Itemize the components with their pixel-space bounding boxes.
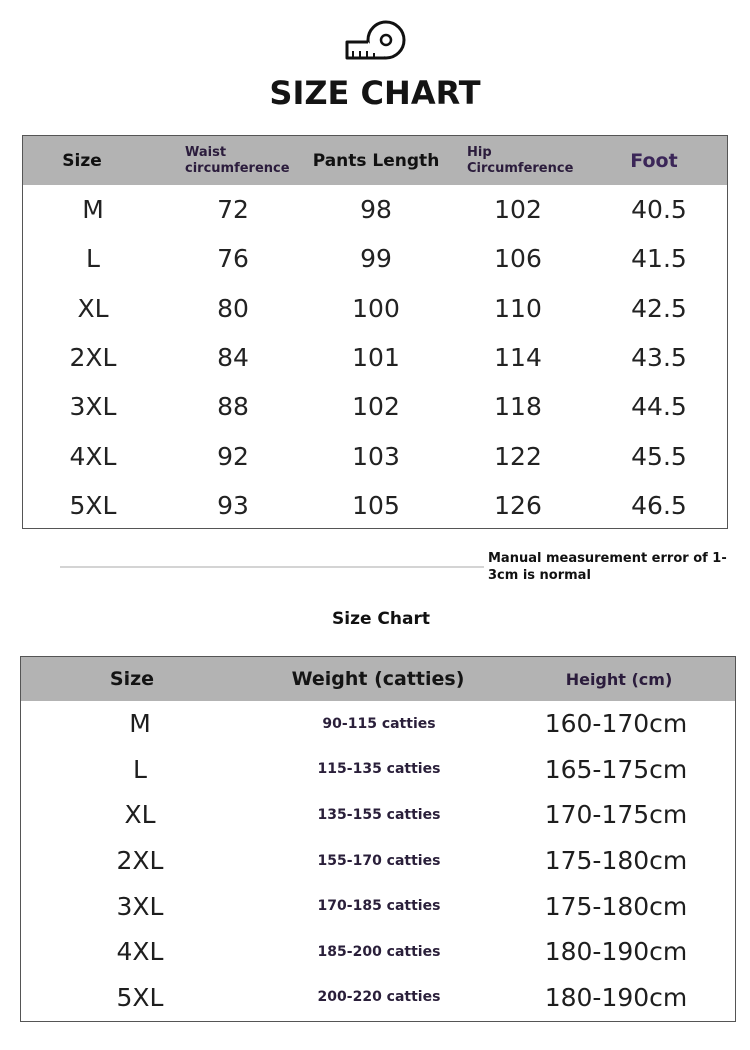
cell-hip: 114 [494,342,542,372]
table-row [23,382,727,431]
cell-weight: 170-185 catties [317,898,441,915]
column-header-pants-length: Pants Length [312,150,440,171]
cell-size: 5XL [116,982,164,1012]
cell-pants-length: 102 [352,392,400,422]
cell-waist: 76 [217,244,249,274]
cell-hip: 122 [494,441,542,471]
cell-weight: 155-170 catties [317,852,441,869]
cell-size: M [82,195,104,224]
cell-waist: 93 [217,490,249,520]
cell-foot: 42.5 [631,293,687,323]
column-header-foot: Foot [630,149,678,172]
cell-size: 5XL [69,490,117,520]
table-row [23,234,727,283]
table-row [21,792,735,838]
table-row [23,284,727,333]
table-row [21,701,735,747]
table-header [23,136,727,185]
cell-waist: 80 [217,293,249,323]
table-row [23,481,727,530]
divider [60,566,484,568]
cell-foot: 44.5 [631,392,687,422]
cell-foot: 40.5 [631,195,687,224]
measurement-note: Manual measurement error of 1-3cm is normal [488,551,727,583]
cell-size: 3XL [69,392,117,422]
cell-pants-length: 98 [360,195,392,224]
cell-height: 180-190cm [544,982,688,1012]
cell-height: 165-175cm [544,754,688,784]
section-title: Size Chart [332,609,430,629]
cell-foot: 45.5 [631,441,687,471]
cell-waist: 88 [217,392,249,422]
cell-foot: 41.5 [631,244,687,274]
column-header-height: Height (cm) [565,669,673,689]
cell-size: L [86,244,100,274]
cell-size: XL [77,293,109,323]
cell-foot: 46.5 [631,490,687,520]
cell-size: M [129,709,151,739]
cell-size: 2XL [69,342,117,372]
table-row [23,432,727,481]
cell-size: L [133,754,147,784]
cell-pants-length: 101 [352,342,400,372]
cell-weight: 185-200 catties [317,943,441,960]
table-row [23,185,727,234]
weight-height-table [20,656,736,1022]
table-header [21,657,735,701]
cell-waist: 92 [217,441,249,471]
cell-hip: 102 [494,195,542,224]
cell-size: 4XL [116,937,164,967]
table-row [21,747,735,793]
table-row [21,975,735,1021]
cell-hip: 126 [494,490,542,520]
cell-weight: 135-155 catties [317,806,441,823]
cell-waist: 72 [217,195,249,224]
cell-pants-length: 100 [352,293,400,323]
table-row [21,838,735,884]
page-title: SIZE CHART [269,74,481,112]
table-row [23,333,727,382]
cell-pants-length: 99 [360,244,392,274]
cell-height: 180-190cm [544,937,688,967]
cell-weight: 90-115 catties [322,715,436,732]
cell-size: 3XL [116,891,164,921]
column-header-size: Size [62,150,102,171]
cell-weight: 115-135 catties [317,761,441,778]
column-header-waist: Waist circumference [185,144,290,176]
column-header-hip: Hip Circumference [467,144,574,176]
cell-hip: 118 [494,392,542,422]
measurement-table [22,135,728,529]
cell-height: 160-170cm [544,709,688,739]
cell-hip: 106 [494,244,542,274]
table-row [21,929,735,975]
table-row [21,883,735,929]
tape-measure-icon [342,18,408,66]
cell-pants-length: 105 [352,490,400,520]
cell-height: 175-180cm [544,891,688,921]
column-header-weight: Weight (catties) [291,668,465,690]
cell-size: 2XL [116,846,164,876]
cell-waist: 84 [217,342,249,372]
cell-hip: 110 [494,293,542,323]
cell-size: 4XL [69,441,117,471]
cell-weight: 200-220 catties [317,989,441,1006]
cell-foot: 43.5 [631,342,687,372]
cell-size: XL [124,800,156,830]
cell-height: 175-180cm [544,846,688,876]
column-header-size: Size [109,668,155,690]
cell-pants-length: 103 [352,441,400,471]
cell-height: 170-175cm [544,800,688,830]
